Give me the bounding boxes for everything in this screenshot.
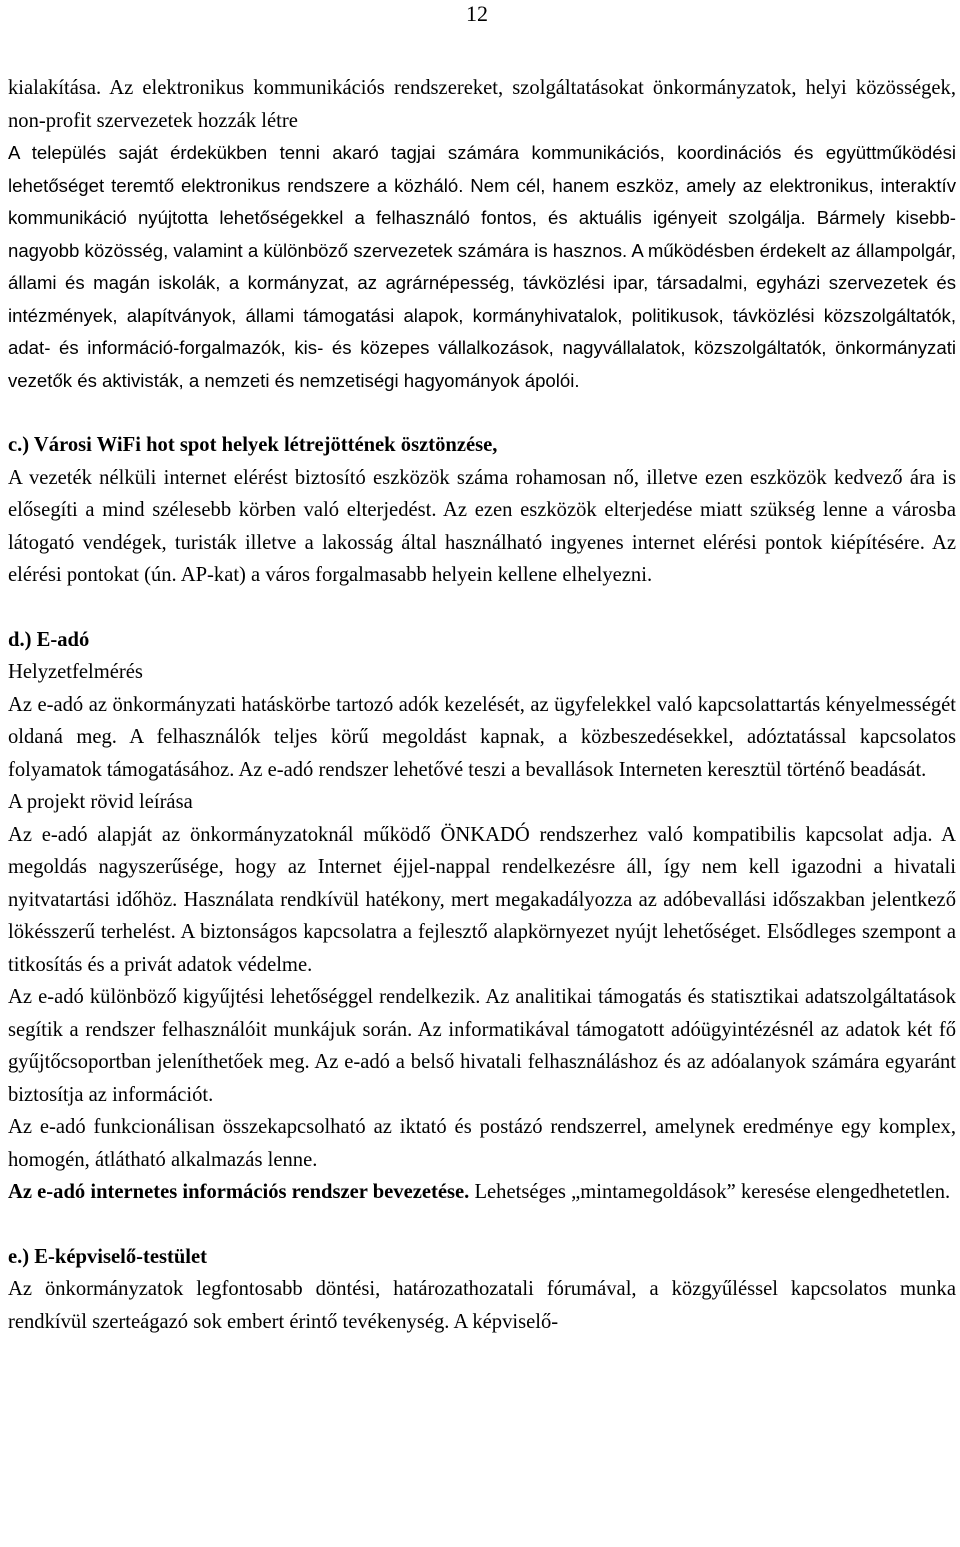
document-body <box>8 72 956 1338</box>
section-e-text: Az önkormányzatok legfontosabb döntési, határozathozatali fórumával, a közgyűléssel kapcsolatos munka rendkívül szerteágazó sok embert érintő tevékenység. A képviselő- <box>8 1278 956 1333</box>
section-d-text-5 <box>8 1176 956 1209</box>
section-d-subheading-2: A projekt rövid leírása <box>8 791 193 813</box>
section-c-text: A vezeték nélküli internet elérést biztosító eszközök száma rohamosan nő, illetve ezen eszközök kedvező ára is elősegíti a mind szélesebb körben való elterjedést. Az ezen eszközök elterjedése miatt szükség lenne a városba látogató vendégek, turisták illetve a lakosság által használható ingyenes internet elérési pontok kiépítésére. Az elérési pontokat (ún. AP-kat) a város forgalmasabb helyein kellene elhelyezni. <box>8 466 956 586</box>
section-c-heading <box>8 429 956 462</box>
section-d-text-2: Az e-adó alapját az önkormányzatoknál működő ÖNKADÓ rendszerhez való kompatibilis kapcsolat adja. A megoldás nagyszerűsége, hogy az Internet éjjel-nappal rendelkezésre áll, így nem kell igazodni a hivatali nyitvatartási időhöz. Használata rendkívül hatékony, mert megakadályozza az adóbevallási időszakban jelentkező lökésszerű terhelést. A biztonságos kapcsolatra a fejlesztő alapkörnyezet nyújt lehetőséget. Elsődleges szempont a titkosítás és a privát adatok védelme. <box>8 823 956 976</box>
section-c-title: Városi WiFi hot spot helyek létrejöttének ösztönzése, <box>29 434 498 456</box>
section-d-bold-lead: Az e-adó internetes információs rendszer bevezetése. <box>8 1181 470 1203</box>
intro-text: kialakítása. Az elektronikus kommunikációs rendszereket, szolgáltatásokat önkormányzatok, helyi közösségek, non-profit szervezetek hozzák létre <box>8 77 956 132</box>
section-d-text-1: Az e-adó az önkormányzati hatáskörbe tartozó adók kezelését, az ügyfelekkel való kapcsolattartás kényelmességét oldaná meg. A felhasználók teljes körű megoldást kapnak, a közbeszedésekkel, adóztatással kapcsolatos folyamatok támogatásához. Az e-adó rendszer lehetővé teszi a bevallások Interneten keresztül történő beadását. <box>8 693 956 781</box>
page-number: 12 <box>466 1 488 26</box>
section-d-text-5-rest: Lehetséges „mintamegoldások” keresése elengedhetetlen. <box>469 1181 951 1203</box>
section-d-text-3: Az e-adó különböző kigyűjtési lehetőséggel rendelkezik. Az analitikai támogatás és statisztikai adatszolgáltatások segítik a rendszer felhasználóit munkájuk során. Az informatikával támogatott adóügyintézésnél az adatok két fő gyűjtőcsoportban jeleníthetőek meg. Az e-adó a belső hivatali felhasználáshoz és az adóalanyok számára egyaránt biztosítja az információt. <box>8 986 956 1106</box>
kozhalo-text: A település saját érdekükben tenni akaró tagjai számára kommunikációs, koordinációs és együttműködési lehetőséget teremtő elektronikus rendszere a közháló. Nem cél, hanem eszköz, amely az elektronikus, interaktív kommunikáció nyújtotta lehetőségekkel a felhasználó fontos, és aktuális igényeit szolgálja. Bármely kisebb-nagyobb közösség, valamint a különböző szervezetek számára is hasznos. A működésben érdekelt az állampolgár, állami és magán iskolák, a kormányzat, az agrárnépesség, távközlési ipar, társadalmi, egyházi szervezetek és intézmények, alapítványok, állami támogatási alapok, kormányhivatalok, politikusok, távközlési közszolgáltatók, adat- és információ-forgalmazók, kis- és közepes vállalkozások, nagyvállalatok, közszolgáltatók, önkormányzati vezetők és aktivisták, a nemzeti és nemzetiségi hagyományok ápolói. <box>8 142 956 391</box>
section-c-prefix: c.) <box>8 434 30 456</box>
section-e-heading <box>8 1241 956 1274</box>
section-d-subheading-1: Helyzetfelmérés <box>8 661 143 683</box>
paragraph-kozhalo <box>8 137 956 397</box>
paragraph-intro <box>8 72 956 137</box>
section-d-text-4: Az e-adó funkcionálisan összekapcsolható az iktató és postázó rendszerrel, amelynek eredménye egy komplex, homogén, átlátható alkalmazás lenne. <box>8 1116 956 1171</box>
section-e-title: e.) E-képviselő-testület <box>8 1245 208 1268</box>
section-d-heading <box>8 624 956 657</box>
section-d-title: d.) E-adó <box>8 628 90 651</box>
